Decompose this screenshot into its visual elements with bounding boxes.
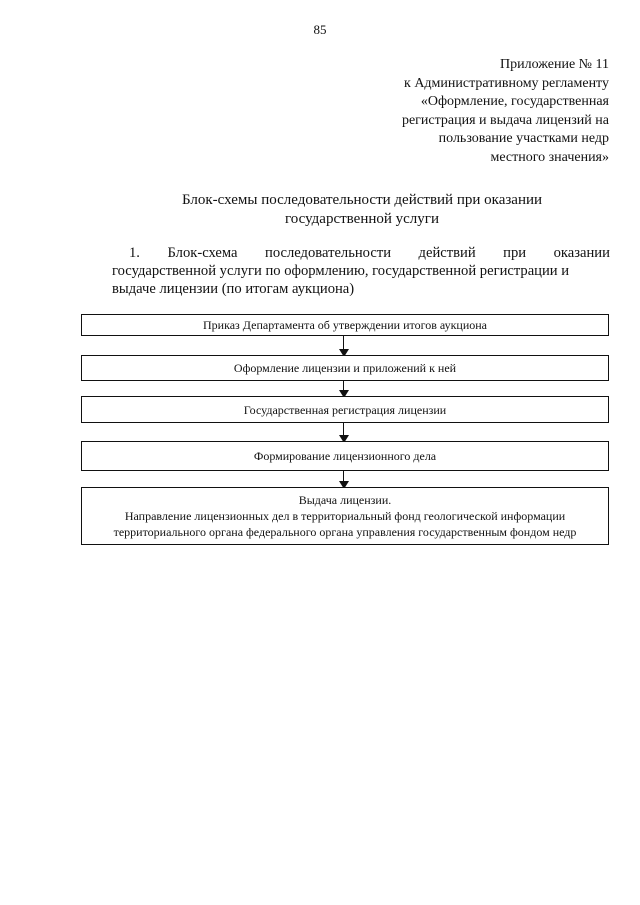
- section-word: оказании: [553, 245, 610, 261]
- flow-step-3: [81, 396, 609, 423]
- section-word: при: [503, 245, 527, 261]
- flow-step-5-line-1: Выдача лицензии.: [298, 493, 392, 507]
- page-number: 85: [313, 22, 327, 37]
- appendix-line: регистрация и выдача лицензий на: [401, 112, 609, 128]
- flow-arrow-3: [339, 423, 349, 442]
- section-text: государственной услуги по оформлению, государственной регистрации и: [112, 263, 570, 279]
- section-heading-line-1: [112, 244, 610, 262]
- section-heading: [112, 244, 610, 298]
- document-title: [0, 191, 640, 229]
- section-word: последовательности: [265, 245, 392, 261]
- flow-step-2-label: Оформление лицензии и приложений к ней: [233, 361, 457, 375]
- title-line: государственной услуги: [285, 211, 439, 227]
- section-word: Блок-схема: [167, 245, 238, 261]
- flow-step-3-label: Государственная регистрация лицензии: [243, 402, 447, 417]
- appendix-line: местного значения»: [490, 149, 609, 165]
- section-word: действий: [418, 245, 476, 261]
- flow-step-5-line-2: Направление лицензионных дел в территориальный фонд геологической информации: [124, 509, 566, 523]
- flow-step-4: [81, 441, 609, 471]
- title-line: Блок-схемы последовательности действий при оказании: [181, 192, 543, 208]
- section-heading-line-2: [112, 262, 610, 280]
- appendix-line: к Административному регламенту: [404, 75, 609, 91]
- appendix-line: Приложение № 11: [500, 57, 609, 72]
- flow-step-4-label: Формирование лицензионного дела: [253, 449, 437, 463]
- section-heading-line-3: выдаче лицензии (по итогам аукциона): [112, 281, 355, 297]
- appendix-line: пользование участками недр: [438, 131, 609, 146]
- flow-step-1: [81, 314, 609, 336]
- flow-step-2: [81, 355, 609, 381]
- flow-arrow-4: [339, 471, 349, 488]
- flow-step-1-label: Приказ Департамента об утверждении итогов аукциона: [202, 318, 488, 332]
- flow-step-5-line-3: территориального органа федерального органа управления государственным фондом недр: [113, 525, 577, 539]
- flow-arrow-2: [339, 381, 349, 397]
- appendix-header: [309, 56, 609, 167]
- flow-step-5: [81, 487, 609, 545]
- flow-arrow-1: [339, 336, 349, 356]
- section-number: 1.: [129, 245, 140, 261]
- appendix-line: «Оформление, государственная: [420, 94, 609, 109]
